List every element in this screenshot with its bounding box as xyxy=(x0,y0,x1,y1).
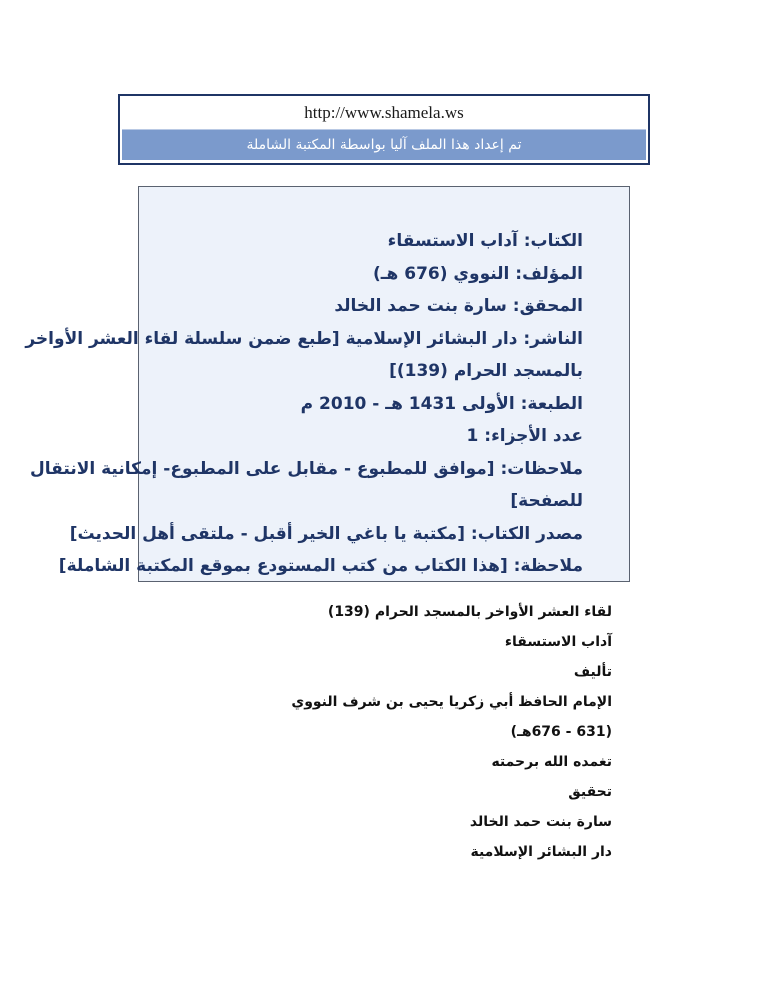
auto-generated-banner: تم إعداد هذا الملف آليا بواسطة المكتبة الشاملة xyxy=(122,129,646,160)
edited-by-line: تحقيق xyxy=(568,784,612,800)
info-editor: المحقق: سارة بنت حمد الخالد xyxy=(334,296,583,316)
author-name-line: الإمام الحافظ أبي زكريا يحيى بن شرف النووي xyxy=(291,694,612,710)
book-title-line: آداب الاستسقاء xyxy=(504,634,612,650)
shamela-header xyxy=(118,94,650,165)
info-edition: الطبعة: الأولى 1431 هـ - 2010 م xyxy=(300,393,583,414)
info-source: مصدر الكتاب: [مكتبة يا باغي الخير أقبل - ملتقى أهل الحديث] xyxy=(69,523,583,544)
info-publisher-cont: بالمسجد الحرام (139)] xyxy=(389,361,583,381)
authored-by-line: تأليف xyxy=(573,664,612,680)
info-book-title: الكتاب: آداب الاستسقاء xyxy=(387,231,583,251)
info-notes-cont: للصفحة] xyxy=(510,491,583,511)
info-volumes: عدد الأجزاء: 1 xyxy=(466,426,583,446)
blessing-line: تغمده الله برحمته xyxy=(491,754,612,770)
author-dates-line: (631 - 676هـ) xyxy=(510,724,612,740)
editor-name-line: سارة بنت حمد الخالد xyxy=(469,814,612,830)
title-page-text xyxy=(172,597,612,867)
book-info-lines xyxy=(25,225,583,583)
website-url[interactable]: http://www.shamela.ws xyxy=(304,103,464,122)
info-publisher: الناشر: دار البشائر الإسلامية [طبع ضمن سلسلة لقاء العشر الأواخر xyxy=(25,328,583,349)
info-author: المؤلف: النووي (676 هـ) xyxy=(372,263,583,284)
series-line: لقاء العشر الأواخر بالمسجد الحرام (139) xyxy=(327,604,612,620)
info-notes: ملاحظات: [موافق للمطبوع - مقابل على المطبوع- إمكانية الانتقال xyxy=(30,458,583,479)
publisher-line: دار البشائر الإسلامية xyxy=(470,844,612,860)
book-info-box xyxy=(25,186,630,582)
info-remark: ملاحظة: [هذا الكتاب من كتب المستودع بموقع المكتبة الشاملة] xyxy=(58,556,583,576)
